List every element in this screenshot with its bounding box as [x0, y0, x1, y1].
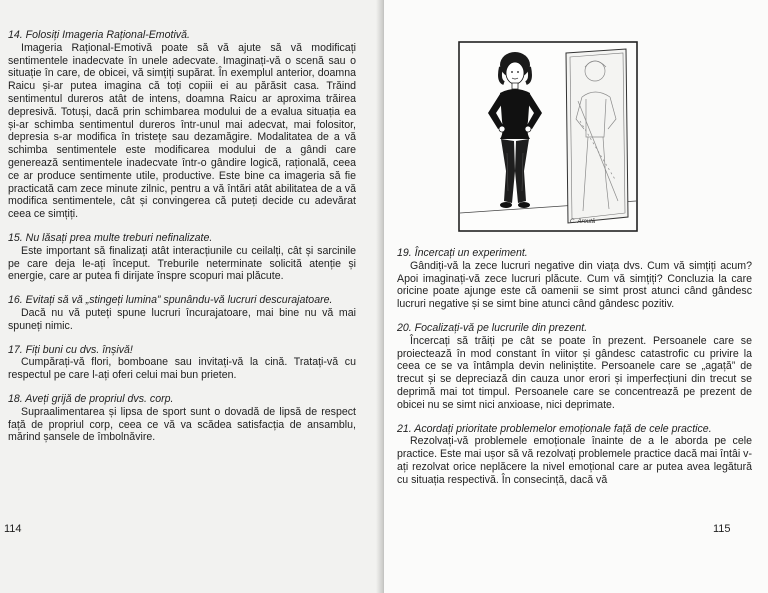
section-15 — [8, 232, 356, 283]
right-page-text — [397, 247, 752, 498]
illustration-signature: C. Aroută — [570, 219, 596, 225]
section-body: Dacă nu vă puteți spune lucruri încurajatoare, mai bine nu vă mai spuneți nimic. — [8, 306, 356, 332]
section-19 — [397, 247, 752, 311]
section-21 — [397, 423, 752, 487]
section-body: Gândiți-vă la zece lucruri negative din viața dvs. Cum vă simțiți acum? Apoi imaginați-vă zece lucruri plăcute. Cum vă simțiți? Concluzia la care oricine poate ajunge este că oamenii se simt prost atunci când gândesc lucruri negative și se simt bine atunci când gândesc pozitiv. — [397, 259, 752, 311]
page-number: 115 — [713, 523, 731, 535]
section-16 — [8, 294, 356, 332]
section-20 — [397, 322, 752, 412]
section-17 — [8, 344, 356, 382]
section-heading: 18. Aveți grijă de propriul dvs. corp. — [8, 392, 174, 405]
section-18 — [8, 393, 356, 444]
section-body: Încercați să trăiți pe cât se poate în prezent. Persoanele care se proiectează în mod constant în viitor și gândesc catastrofic cu privire la ceea ce se va întâmpla devin neliniștite. Persoanele care se „agață” de trecut și se depreciază din cauza unor erori și imperfecțiuni din trecut se deprimă mai tot timpul. Persoanele care se concentrează pe prezent de obicei nu se simt nici anxioase, nici deprimate. — [397, 334, 752, 411]
section-14 — [8, 29, 356, 221]
section-body: Supraalimentarea și lipsa de sport sunt o dovadă de lipsă de respect față de propriul corp, ceea ce vă va scădea satisfacția de ansamblu, mărind șansele de îmbolnăvire. — [8, 405, 356, 444]
section-heading: 15. Nu lăsați prea multe treburi nefinalizate. — [8, 231, 213, 244]
section-heading: 19. Încercați un experiment. — [397, 247, 528, 259]
section-heading: 16. Evitați să vă „stingeți lumina” spunându-vă lucruri descurajatoare. — [8, 294, 333, 307]
section-body: Cumpărați-vă flori, bomboane sau invitați-vă la cină. Tratați-vă cu respectul pe care l-ați oferi celui mai bun prieten. — [8, 356, 356, 382]
left-page-text — [8, 29, 356, 455]
section-heading: 14. Folosiți Imageria Rațional-Emotivă. — [8, 29, 190, 41]
section-heading: 17. Fiți buni cu dvs. înșivă! — [8, 343, 133, 356]
section-heading: 21. Acordați prioritate problemelor emoționale față de cele practice. — [397, 422, 712, 435]
page-number: 114 — [4, 523, 22, 535]
section-heading: 20. Focalizați-vă pe lucrurile din prezent. — [397, 321, 588, 334]
section-body: Rezolvați-vă problemele emoționale înainte de a le aborda pe cele practice. Este mai ușor să vă rezolvați problemele practice dacă mai întâi v-ați rezolvat orice neplăcere la nivel emoțional care ar putea avea legătură cu situația respectivă. În consecință, dacă vă — [397, 435, 752, 486]
woman-at-mirror-illustration — [458, 41, 638, 232]
section-body: Este important să finalizați atât interacțiunile cu ceilalți, cât și sarcinile pe care deja le-ați început. Treburile neterminate solicită atenție și energie, care ar putea fi dirijate înspre scopuri mai plăcute. — [8, 244, 356, 283]
section-body: Imageria Rațional-Emotivă poate să vă ajute să vă modificați sentimentele inadecvate în unele adecvate. Imaginați-vă o scenă sau o situație în care, de obicei, vă simțiți supărat. În exemplul anterior, doamna Raicu și-ar putea imagina că toți copiii ei au părăsit casa. Trăind sentimentul dureros atât de intens, doamna Raicu ar aproxima trăirea depresivă. Totuși, dacă prin schimbarea modului de a evalua situația ea și-ar schimba sentimentul dureros într-unul mai adecvat, mai folositor, depresia s-ar modifica în tristețe sau dezamăgire. Modalitatea de a vă schimba sentimentele este modificarea modului de a gândi care generează sentimentele inadecvate într-o gândire logică, rațională, ceea ce ar produce sentimente utile, productive. Este bine ca imageria să fie practicată cam zece minute zilnic, pentru a vă întări atât abilitatea de a vă modifica sentimentele, cât și convingerea că puteți decide cu adevărat ceea ce simțiți. — [8, 41, 356, 221]
right-page — [384, 0, 768, 593]
